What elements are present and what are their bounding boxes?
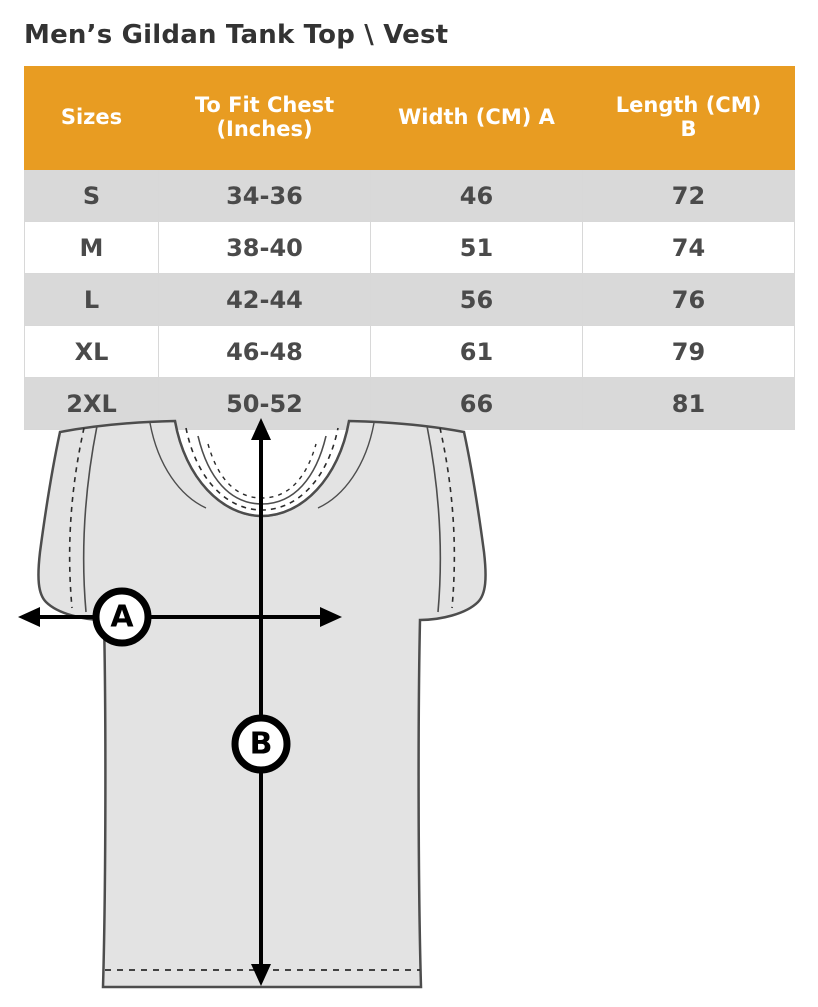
table-row [25, 222, 795, 274]
table-header-row [25, 67, 795, 170]
cell-chest: 42-44 [159, 274, 371, 326]
column-header-length-line2: B [680, 117, 697, 141]
table-row [25, 170, 795, 222]
cell-length: 81 [583, 378, 795, 430]
page-title: Men’s Gildan Tank Top \ Vest [24, 20, 449, 50]
column-header-length [583, 67, 795, 170]
cell-chest: 50-52 [159, 378, 371, 430]
size-chart-table [24, 66, 795, 430]
cell-chest: 46-48 [159, 326, 371, 378]
arrow-head-left [18, 607, 40, 627]
arrow-head-top [251, 418, 271, 440]
cell-length: 79 [583, 326, 795, 378]
table-header [25, 67, 795, 170]
cell-width: 46 [371, 170, 583, 222]
table-row [25, 274, 795, 326]
column-header-sizes [25, 67, 159, 170]
cell-chest: 34-36 [159, 170, 371, 222]
garment-diagram [0, 412, 818, 1007]
cell-size: L [25, 274, 159, 326]
cell-size: XL [25, 326, 159, 378]
cell-chest: 38-40 [159, 222, 371, 274]
cell-width: 56 [371, 274, 583, 326]
column-header-chest-line1: To Fit Chest [194, 93, 335, 118]
cell-length: 72 [583, 170, 795, 222]
table-row [25, 326, 795, 378]
marker-a-label: A [110, 599, 134, 635]
column-header-length-line1: Length (CM) [615, 93, 762, 118]
marker-b-label: B [249, 726, 273, 762]
cell-width: 61 [371, 326, 583, 378]
cell-size: 2XL [25, 378, 159, 430]
column-header-sizes-label: Sizes [60, 105, 123, 130]
cell-length: 76 [583, 274, 795, 326]
column-header-width-label: Width (CM) A [398, 105, 555, 130]
cell-width: 51 [371, 222, 583, 274]
cell-length: 74 [583, 222, 795, 274]
column-header-width [371, 67, 583, 170]
column-header-chest [159, 67, 371, 170]
column-header-chest-line2: (Inches) [216, 117, 313, 141]
cell-size: S [25, 170, 159, 222]
cell-width: 66 [371, 378, 583, 430]
table-body [25, 170, 795, 430]
cell-size: M [25, 222, 159, 274]
